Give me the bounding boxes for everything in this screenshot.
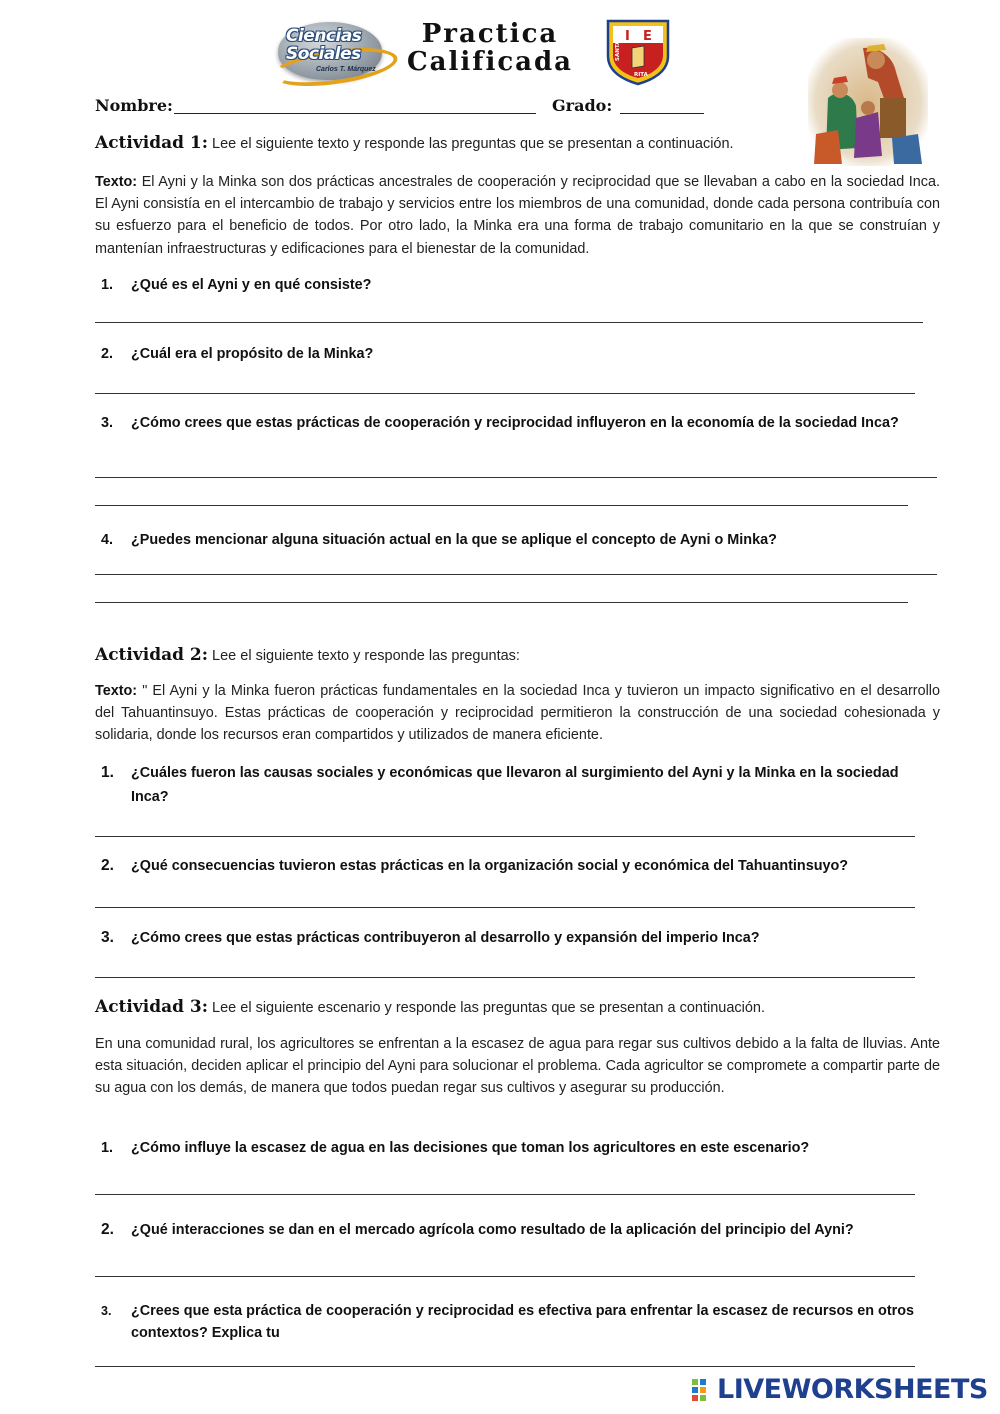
question-number: 2. (101, 1221, 114, 1238)
activity3-question-1 (95, 1137, 940, 1159)
activity1-heading (95, 133, 734, 153)
activity2-heading (95, 645, 520, 665)
question-number: 1. (101, 764, 114, 781)
activity2-question-3 (95, 927, 940, 949)
activity1-text-label: Texto: (95, 174, 138, 190)
activity3-question-3 (95, 1300, 940, 1344)
activity3-answer-3-line[interactable] (95, 1366, 915, 1367)
logo-author: Carlos T. Márquez (316, 66, 376, 73)
question-number: 3. (101, 415, 114, 431)
liveworksheets-icon (692, 1377, 714, 1403)
activity3-title: Actividad 3: (95, 997, 208, 1017)
question-number: 2. (101, 857, 114, 874)
activity1-question-1 (95, 274, 940, 296)
question-text: ¿Cómo crees que estas prácticas contribuyeron al desarrollo y expansión del imperio Inca? (131, 930, 760, 946)
activity2-answer-3-line[interactable] (95, 977, 915, 978)
activity3-answer-2-line[interactable] (95, 1276, 915, 1277)
grade-input-line[interactable] (620, 113, 704, 114)
shield-letter-e: E (643, 29, 652, 44)
activity1-answer-4-line-a[interactable] (95, 574, 937, 575)
question-text: ¿Cómo influye la escasez de agua en las decisiones que toman los agricultores en este escenario? (131, 1140, 810, 1156)
activity1-answer-1-line[interactable] (95, 322, 923, 323)
school-shield-icon (604, 18, 672, 86)
inca-illustration (808, 38, 928, 166)
shield-text-rita: RITA (634, 72, 648, 78)
question-text: ¿Qué interacciones se dan en el mercado agrícola como resultado de la aplicación del principio del Ayni? (131, 1222, 854, 1238)
activity3-answer-1-line[interactable] (95, 1194, 915, 1195)
question-text: ¿Cómo crees que estas prácticas de cooperación y reciprocidad influyeron en la economía de la sociedad Inca? (131, 415, 899, 431)
activity1-text-body: El Ayni y la Minka son dos prácticas ancestrales de cooperación y reciprocidad que se llevaban a cabo en la sociedad Inca. El Ayni consistía en el intercambio de trabajo y servicios entre los miembros de una comunidad, donde cada persona contribuía con su esfuerzo para el beneficio de todos. Por otro lado, la Minka era una forma de trabajo comunitario en la que se construían y mantenían infraestructuras y edificaciones para el bienestar de la comunidad. (95, 174, 941, 257)
shield-letter-i: I (625, 29, 630, 44)
activity3-instruction: Lee el siguiente escenario y responde las preguntas que se presentan a continuación. (212, 1000, 766, 1016)
activity2-instruction: Lee el siguiente texto y responde las preguntas: (212, 648, 520, 664)
name-label: Nombre: (95, 96, 173, 115)
question-number: 3. (101, 929, 114, 946)
logo-text-line2: Sociales (286, 44, 361, 64)
worksheet-title-line2: Calificada (406, 47, 574, 77)
activity1-question-4 (95, 529, 940, 551)
shield-text-santa: SANTA (615, 40, 621, 61)
activity2-question-1 (95, 761, 940, 809)
activity1-text (95, 171, 940, 260)
activity1-answer-2-line[interactable] (95, 393, 915, 394)
question-number: 3. (101, 1304, 112, 1318)
activity2-question-2 (95, 855, 940, 877)
activity1-title: Actividad 1: (95, 133, 208, 153)
activity3-text: En una comunidad rural, los agricultores se enfrentan a la escasez de agua para regar sus cultivos debido a la falta de lluvias. Ante esta situación, deciden aplicar el principio del Ayni para solucionar el problema. Cada agricultor se compromete a compartir parte de su agua con los demás, de manera que todos puedan regar sus cultivos y asegurar su producción. (95, 1036, 940, 1097)
logo-text-line1: Ciencias (286, 26, 362, 46)
activity1-answer-4-line-b[interactable] (95, 602, 908, 603)
worksheet-title-line1: Practica (421, 19, 559, 49)
question-text: ¿Crees que esta práctica de cooperación y reciprocidad es efectiva para enfrentar la escasez de recursos en otros contextos? Explica tu (131, 1303, 915, 1341)
activity2-answer-1-line[interactable] (95, 836, 915, 837)
liveworksheets-logo (692, 1374, 988, 1406)
activity3-heading (95, 997, 765, 1017)
activity1-question-2 (95, 343, 940, 365)
activity2-text-body: " El Ayni y la Minka fueron prácticas fundamentales en la sociedad Inca y tuvieron un impacto significativo en el desarrollo del Tahuantinsuyo. Estas prácticas de cooperación y reciprocidad permitieron la construcción de una sociedad cohesionada y solidaria, donde los recursos eran compartidos y utilizados de manera eficiente. (95, 683, 940, 744)
activity2-answer-2-line[interactable] (95, 907, 915, 908)
question-text: ¿Puedes mencionar alguna situación actual en la que se aplique el concepto de Ayni o Minka? (131, 532, 777, 548)
question-number: 2. (101, 346, 114, 362)
activity1-answer-3-line-a[interactable] (95, 477, 937, 478)
question-number: 1. (101, 1140, 114, 1156)
activity2-text (95, 680, 940, 747)
activity1-answer-3-line-b[interactable] (95, 505, 908, 506)
question-text: ¿Qué es el Ayni y en qué consiste? (131, 277, 372, 293)
question-number: 4. (101, 532, 114, 548)
name-input-line[interactable] (174, 113, 536, 114)
question-text: ¿Cuál era el propósito de la Minka? (131, 346, 374, 362)
activity1-instruction: Lee el siguiente texto y responde las preguntas que se presentan a continuación. (212, 136, 734, 152)
grade-label: Grado: (552, 96, 613, 115)
activity2-text-label: Texto: (95, 683, 138, 699)
activity2-title: Actividad 2: (95, 645, 208, 665)
question-text: ¿Cuáles fueron las causas sociales y económicas que llevaron al surgimiento del Ayni y la Minka en la sociedad Inca? (131, 765, 899, 805)
activity1-question-3 (95, 412, 940, 434)
question-number: 1. (101, 277, 114, 293)
liveworksheets-brand: LIVEWORKSHEETS (717, 1374, 988, 1405)
question-text: ¿Qué consecuencias tuvieron estas prácticas en la organización social y económica del Tahuantinsuyo? (131, 858, 849, 874)
activity3-question-2 (95, 1219, 940, 1241)
